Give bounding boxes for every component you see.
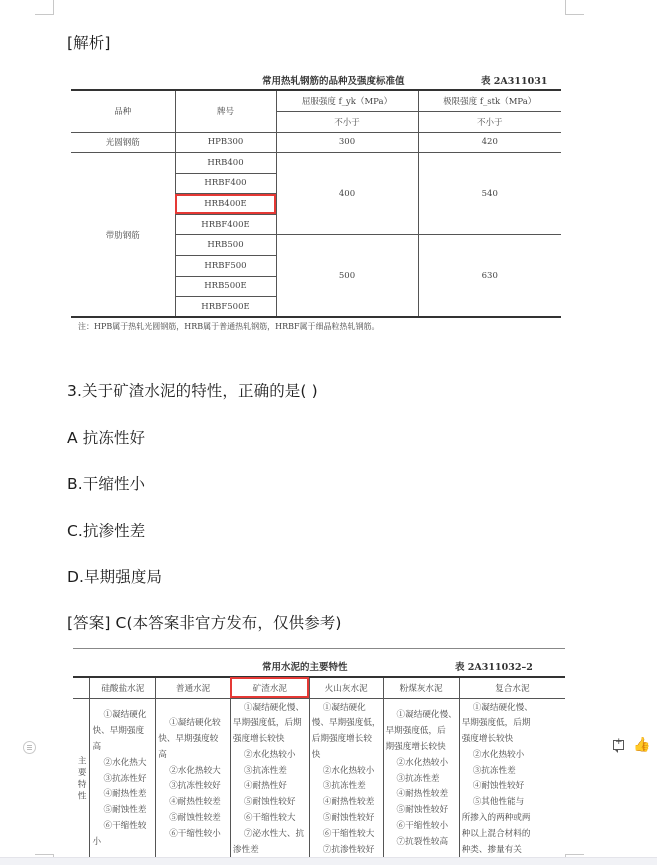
- property-line: 快: [311, 749, 321, 760]
- property-line: ②水化热大: [103, 757, 147, 768]
- property-line: ②水化热较小: [322, 765, 375, 776]
- property-line: 高: [158, 749, 167, 760]
- option-b: B.干缩性小: [67, 475, 146, 493]
- property-line: ①凝结硬化慢、: [472, 702, 533, 713]
- page-corner-mark: [35, 0, 54, 15]
- property-line: ⑦抗渗性较好: [322, 844, 375, 855]
- property-line: ⑤耐蚀性较好: [322, 813, 375, 824]
- corner-cell: [73, 677, 90, 698]
- cell-yield: 300: [276, 132, 418, 153]
- option-a: A 抗冻性好: [67, 429, 146, 447]
- steel-strength-table: [71, 89, 561, 318]
- property-line: 所掺入的两种或两: [461, 813, 531, 824]
- property-line: ⑦抗裂性较高: [396, 836, 449, 847]
- divider: [73, 648, 565, 649]
- property-line: ②水化热较小: [472, 749, 525, 760]
- page-bottom-bar: [0, 857, 657, 865]
- cement-table-id: 表 2A311032–2: [455, 662, 533, 673]
- property-line: 强度增长较快: [461, 734, 514, 745]
- property-line: ③抗冻性差: [472, 765, 516, 776]
- cell-grade: HRBF400E: [175, 214, 276, 235]
- property-line: 渗性差: [232, 844, 259, 855]
- thumbs-up-icon[interactable]: 👍: [633, 737, 651, 753]
- property-line: ③抗冻性较好: [169, 781, 221, 792]
- cell-yield: 500: [276, 235, 418, 317]
- header-yield-strength: 屈服强度 f_yk（MPa）: [276, 90, 418, 111]
- property-line: ④耐热性较差: [169, 797, 221, 808]
- property-line: ②水化热较大: [169, 765, 221, 776]
- cell-ultimate: 540: [418, 153, 561, 235]
- cell-grade: HRBF500: [175, 256, 276, 277]
- col-flyash: [383, 698, 459, 861]
- col-ordinary: [156, 698, 231, 861]
- header-grade: 牌号: [175, 90, 276, 132]
- option-c: C.抗渗性差: [67, 522, 146, 540]
- col-pozzolana: [309, 698, 383, 861]
- property-line: 后期强度增长较: [311, 734, 372, 745]
- cell-ultimate: 420: [418, 132, 561, 153]
- col-slag: [230, 698, 309, 861]
- row-label-text: 主要特性: [76, 756, 87, 803]
- header-portland: 硅酸盐水泥: [90, 677, 156, 698]
- cement-properties-table: [73, 676, 565, 862]
- property-line: ②水化热较小: [396, 757, 449, 768]
- row-label-main-properties: [73, 698, 90, 861]
- col-composite: [459, 698, 565, 861]
- property-line: 早期强度低，后: [385, 726, 446, 737]
- property-line: ⑥干缩性较大: [243, 813, 296, 824]
- property-line: ④耐蚀性较好: [472, 781, 525, 792]
- property-line: 高: [92, 741, 102, 752]
- property-line: ⑥干缩性较大: [322, 828, 375, 839]
- cell-grade: HRBF400: [175, 173, 276, 194]
- add-comment-icon[interactable]: [613, 740, 624, 750]
- property-line: ①凝结硬化: [103, 710, 147, 721]
- property-line: ④耐热性好: [243, 781, 287, 792]
- property-line: 早期强度低，后期: [461, 718, 531, 729]
- answer-text: [答案] C(本答案非官方发布，仅供参考): [67, 614, 342, 632]
- property-line: 种以上混合材料的: [461, 828, 531, 839]
- header-min-yield: 不小于: [276, 111, 418, 132]
- property-line: ⑤耐蚀性差: [103, 805, 147, 816]
- steel-table-note: 注：HPB属于热轧光圆钢筋，HRB属于普通热轧钢筋，HRBF属于细晶粒热轧钢筋。: [78, 322, 380, 331]
- header-min-ultimate: 不小于: [418, 111, 561, 132]
- cell-variety: 光圆钢筋: [71, 132, 175, 153]
- steel-table-title: 常用热轧钢筋的品种及强度标准值: [262, 76, 405, 87]
- property-line: ⑥干缩性较: [103, 820, 147, 831]
- property-line: ①凝结硬化慢、: [396, 710, 457, 721]
- property-line: ①凝结硬化较: [169, 718, 221, 729]
- cement-table-title: 常用水泥的主要特性: [262, 662, 348, 673]
- property-line: ⑥干缩性较小: [169, 828, 221, 839]
- cell-grade: HRB500: [175, 235, 276, 256]
- property-line: 强度增长较快: [232, 734, 285, 745]
- cell-yield: 400: [276, 153, 418, 235]
- header-flyash: 粉煤灰水泥: [383, 677, 459, 698]
- property-line: 期强度增长较快: [385, 741, 446, 752]
- property-line: ⑤耐蚀性较差: [169, 813, 221, 824]
- property-line: ⑤耐蚀性较好: [396, 805, 449, 816]
- option-d: D.早期强度局: [67, 568, 163, 586]
- header-ultimate-strength: 极限强度 f_stk（MPa）: [418, 90, 561, 111]
- cell-variety: 带肋钢筋: [71, 153, 175, 318]
- steel-table-id: 表 2A311031: [481, 76, 548, 87]
- property-line: 快、早期强度较: [158, 734, 219, 745]
- property-line: ⑥干缩性较小: [396, 820, 449, 831]
- property-line: ①凝结硬化慢、: [243, 702, 305, 713]
- property-line: ④耐热性较差: [322, 797, 375, 808]
- property-line: 慢、早期强度低，: [311, 718, 381, 729]
- cell-grade: HPB300: [175, 132, 276, 153]
- property-line: 小: [92, 836, 102, 847]
- header-composite: 复合水泥: [459, 677, 565, 698]
- property-line: 快、早期强度: [92, 726, 145, 737]
- fold-icon[interactable]: [23, 741, 36, 754]
- question-text: 3.关于矿渣水泥的特性，正确的是( ): [67, 382, 318, 400]
- property-line: ③抗冻性差: [243, 765, 287, 776]
- property-line: ⑤其他性能与: [472, 797, 525, 808]
- property-line: ④耐热性差: [103, 789, 147, 800]
- cell-grade: HRB500E: [175, 276, 276, 297]
- property-line: ③抗冻性差: [396, 773, 440, 784]
- page-corner-mark: [565, 0, 584, 15]
- header-slag-highlighted: 矿渣水泥: [230, 677, 309, 698]
- cell-grade: HRB400: [175, 153, 276, 174]
- header-pozzolana: 火山灰水泥: [309, 677, 383, 698]
- property-line: 种类、掺量有关: [461, 844, 522, 855]
- property-line: 早期强度低，后期: [232, 718, 302, 729]
- header-variety: 品种: [71, 90, 175, 132]
- header-ordinary: 普通水泥: [156, 677, 231, 698]
- table-row: [71, 132, 561, 153]
- cell-ultimate: 630: [418, 235, 561, 317]
- property-line: ①凝结硬化: [322, 702, 366, 713]
- analysis-label: [解析]: [67, 34, 111, 52]
- table-row: [71, 153, 561, 174]
- property-line: ③抗冻性好: [103, 773, 147, 784]
- property-line: ③抗冻性差: [322, 781, 366, 792]
- property-line: ⑦泌水性大、抗: [243, 828, 305, 839]
- property-line: ④耐热性较差: [396, 789, 449, 800]
- col-portland: [90, 698, 156, 861]
- cell-grade: HRBF500E: [175, 297, 276, 318]
- property-line: ⑤耐蚀性较好: [243, 797, 296, 808]
- property-line: ②水化热较小: [243, 749, 296, 760]
- cell-grade-highlighted: HRB400E: [175, 194, 276, 215]
